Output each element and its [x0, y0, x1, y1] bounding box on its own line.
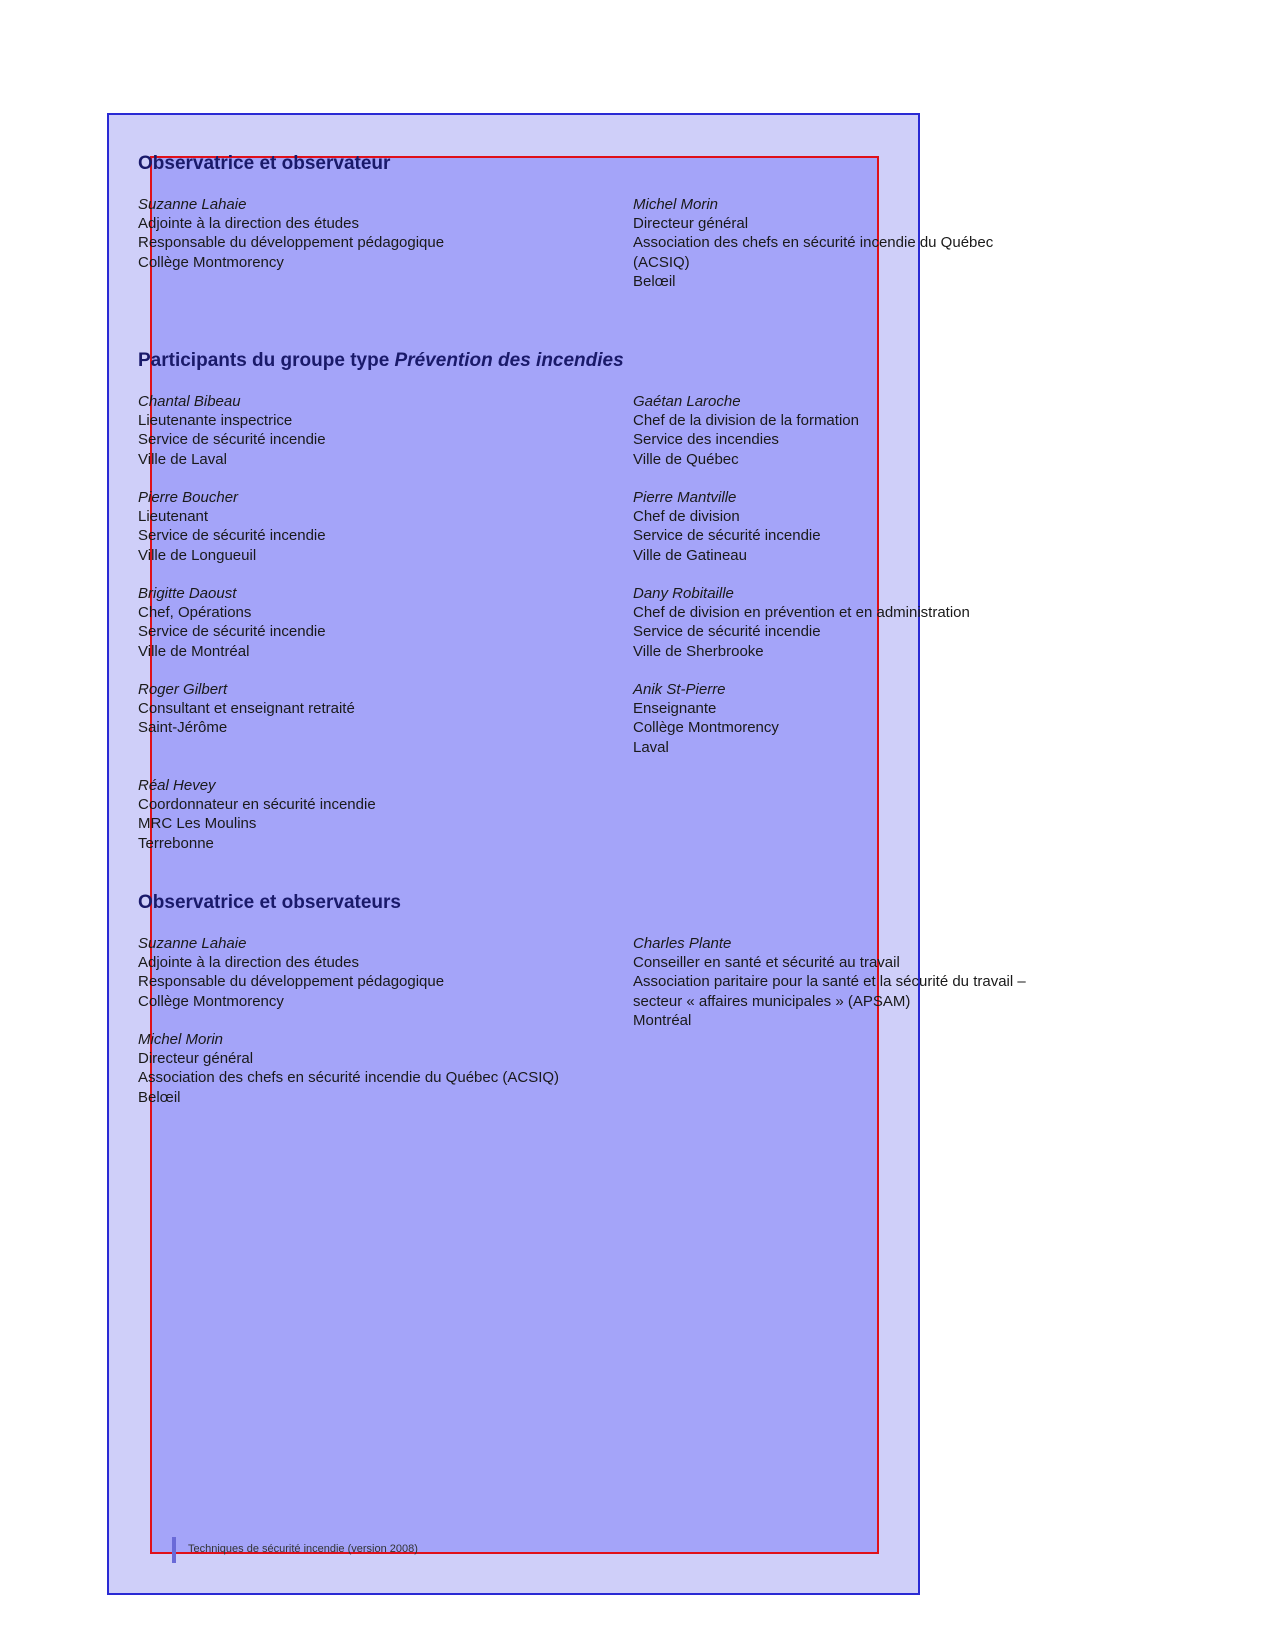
contact-name: Gaétan Laroche	[633, 393, 741, 410]
contact-organization: Association des chefs en sécurité incendie du Québec	[633, 234, 994, 252]
contact-card	[138, 488, 618, 565]
contact-department: Service des incendies	[633, 431, 779, 449]
contact-department: Service de sécurité incendie	[138, 527, 326, 545]
contact-organization: Collège Montmorency	[138, 253, 284, 271]
contact-title: Conseiller en santé et sécurité au travail	[633, 954, 900, 972]
contact-role: Responsable du développement pédagogique	[138, 234, 445, 252]
section-title-text: Participants du groupe type	[138, 350, 395, 371]
contact-organization: MRC Les Moulins	[138, 815, 257, 833]
section-title-observers: Observatrice et observateur	[138, 153, 391, 174]
contact-name: Suzanne Lahaie	[138, 196, 247, 213]
contact-card	[633, 680, 1113, 757]
contact-card	[138, 584, 618, 661]
contact-title: Chef de division en prévention et en administration	[633, 604, 970, 622]
contact-card	[138, 392, 618, 469]
contact-name: Brigitte Daoust	[138, 585, 237, 602]
contact-card	[633, 488, 1113, 565]
contact-name: Pierre Boucher	[138, 489, 239, 506]
footer-marker	[172, 1537, 176, 1563]
contact-organization: Collège Montmorency	[138, 992, 284, 1010]
contact-card	[633, 934, 1113, 1030]
contact-role: Responsable du développement pédagogique	[138, 973, 445, 991]
contact-organization: Collège Montmorency	[633, 719, 779, 737]
contact-department: Service de sécurité incendie	[138, 431, 326, 449]
contact-organization: Association paritaire pour la santé et la sécurité du travail –	[633, 973, 1026, 991]
contact-city: Belœil	[633, 272, 676, 290]
contact-city: Laval	[633, 738, 669, 756]
contact-city: Ville de Québec	[633, 450, 739, 468]
contact-city: Ville de Sherbrooke	[633, 642, 764, 660]
contact-title: Lieutenant	[138, 508, 209, 526]
contact-title: Chef de la division de la formation	[633, 412, 859, 430]
contact-name: Chantal Bibeau	[138, 393, 241, 410]
contact-department: Service de sécurité incendie	[633, 527, 821, 545]
contact-title: Directeur général	[633, 215, 749, 233]
contact-title: Coordonnateur en sécurité incendie	[138, 796, 376, 814]
contact-department: Service de sécurité incendie	[633, 623, 821, 641]
contact-city: Montréal	[633, 1011, 692, 1029]
contact-name: Roger Gilbert	[138, 681, 228, 698]
section-title-observers-2: Observatrice et observateurs	[138, 892, 401, 913]
contact-city: Ville de Gatineau	[633, 546, 747, 564]
contact-title: Adjointe à la direction des études	[138, 215, 359, 233]
contact-organization-acronym: (ACSIQ)	[633, 253, 690, 271]
contact-organization: Association des chefs en sécurité incendie du Québec (ACSIQ)	[138, 1069, 560, 1087]
contact-name: Michel Morin	[633, 196, 719, 213]
contact-card	[633, 195, 1113, 291]
contact-name: Suzanne Lahaie	[138, 935, 247, 952]
contact-name: Anik St-Pierre	[633, 681, 726, 698]
contact-title: Directeur général	[138, 1050, 254, 1068]
contact-name: Dany Robitaille	[633, 585, 734, 602]
contact-name: Réal Hevey	[138, 777, 216, 794]
contact-organization-sector: secteur « affaires municipales » (APSAM)	[633, 992, 911, 1010]
contact-card	[138, 934, 618, 1011]
contact-department: Service de sécurité incendie	[138, 623, 326, 641]
contact-city: Belœil	[138, 1088, 181, 1106]
contact-card	[138, 776, 618, 853]
contact-title: Consultant et enseignant retraité	[138, 700, 355, 718]
section-title-participants	[138, 350, 624, 372]
contact-title: Lieutenante inspectrice	[138, 412, 293, 430]
contact-name: Pierre Mantville	[633, 489, 737, 506]
contact-city: Ville de Longueuil	[138, 546, 257, 564]
contact-name: Michel Morin	[138, 1031, 224, 1048]
contact-city: Terrebonne	[138, 834, 214, 852]
contact-card	[138, 680, 618, 738]
contact-card	[633, 392, 1113, 469]
contact-name: Charles Plante	[633, 935, 732, 952]
contact-title: Chef, Opérations	[138, 604, 252, 622]
contact-city: Ville de Montréal	[138, 642, 250, 660]
section-title-group: Prévention des incendies	[394, 350, 624, 371]
contact-card	[138, 1030, 618, 1107]
contact-title: Adjointe à la direction des études	[138, 954, 359, 972]
footer-text: Techniques de sécurité incendie (version 2008)	[188, 1543, 418, 1555]
contact-city: Ville de Laval	[138, 450, 227, 468]
contact-card	[138, 195, 618, 272]
contact-city: Saint-Jérôme	[138, 719, 228, 737]
contact-title: Enseignante	[633, 700, 717, 718]
contact-title: Chef de division	[633, 508, 740, 526]
contact-card	[633, 584, 1113, 661]
